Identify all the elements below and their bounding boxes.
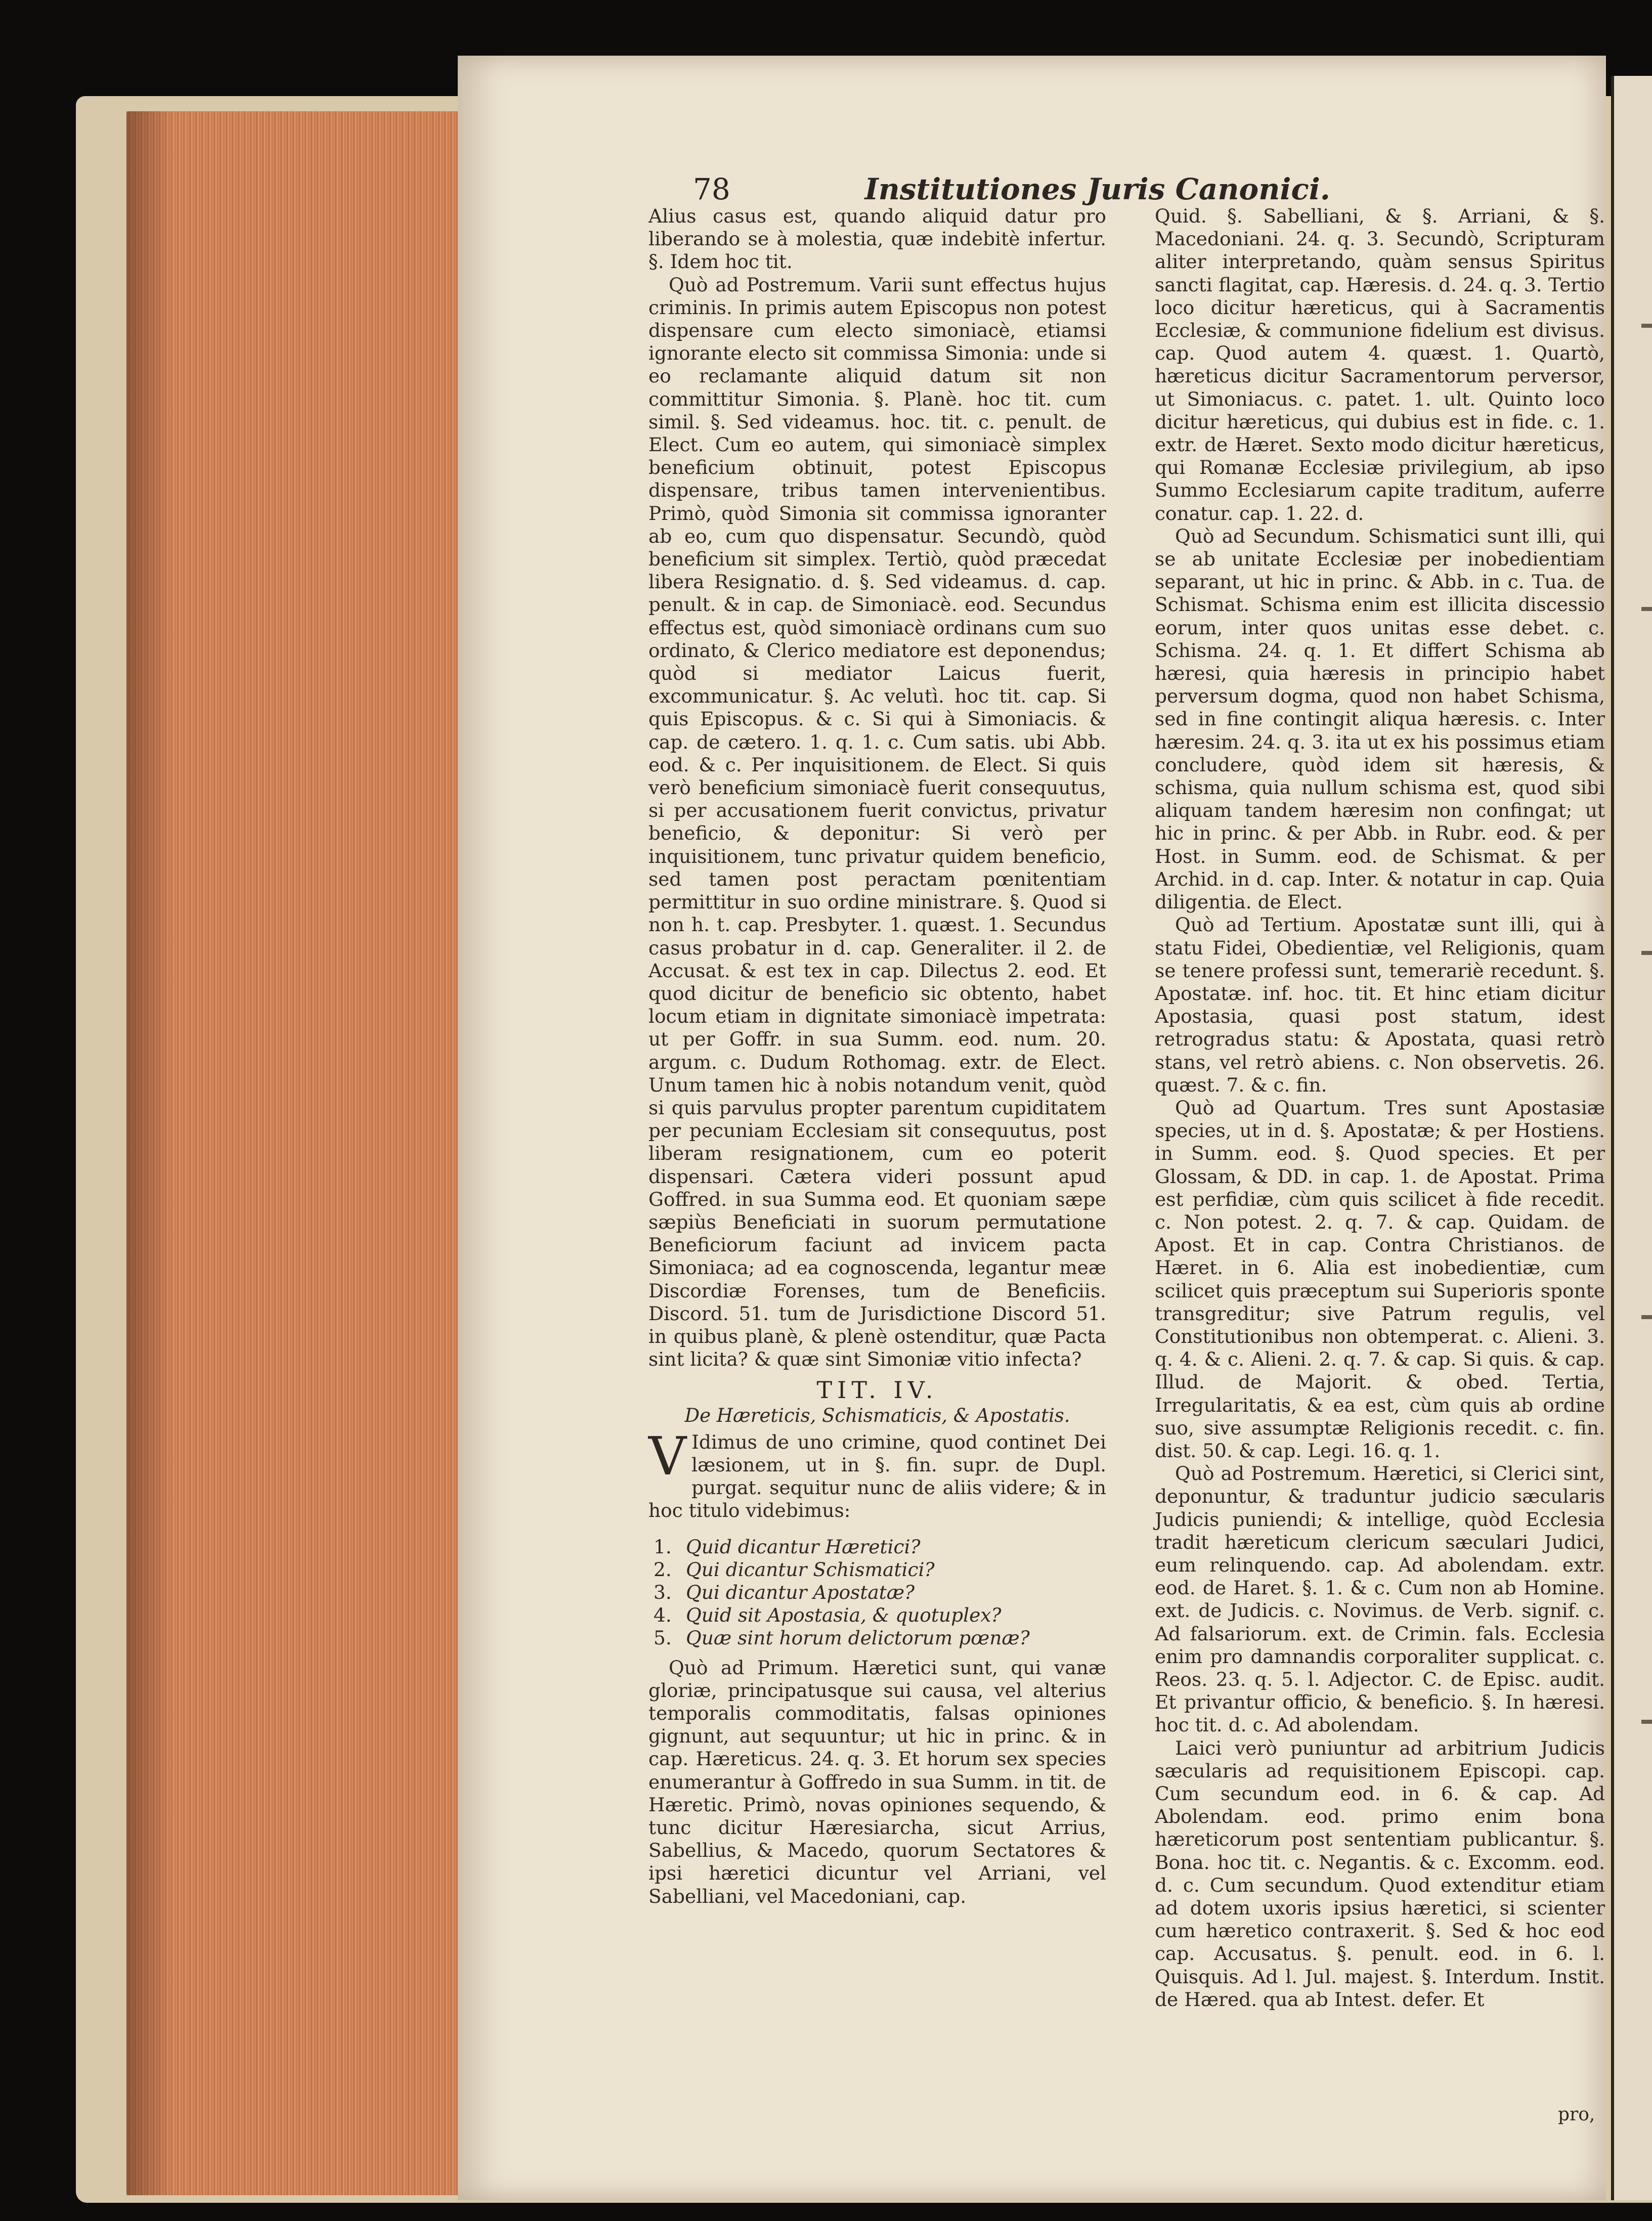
facing-page-ink [1641, 607, 1652, 611]
page-edges-shadow [126, 111, 172, 2195]
page-number: 78 [693, 172, 730, 206]
paragraph: Alius casus est, quando aliquid datur pro liberando se à molestia, quæ indebitè infertur. §. Idem hoc tit. [648, 205, 1106, 273]
paragraph: Quò ad Quartum. Tres sunt Apostasiæ species, ut in d. §. Apostatæ; & per Hostiens. in Summ. eod. §. Quod species. Et per Glossam, & DD. in cap. 1. de Apostat. Prima est perfidiæ, cùm quis scilicet à fide recedit. c. Non potest. 2. q. 7. & cap. Quidam. de Apost. Et in cap. Contra Christianos. de Hæret. in 6. Alia est inobedientiæ, cum scilicet quis præceptum sui Superioris sponte transgreditur; sive Patrum regulis, vel Constitutionibus non obtemperat. c. Alieni. 3. q. 4. & c. Alieni. 2. q. 7. & cap. Si quis. & cap. Illud. de Majorit. & obed. Tertia, Irregularitatis, & ea est, cùm quis ab ordine suo, sive assumptæ Religionis recedit. c. fin. dist. 50. & cap. Legi. 16. q. 1. [1155, 1096, 1605, 1462]
paragraph: Laici verò puniuntur ad arbitrium Judicis sæcularis ad requisitionem Episcopi. cap. Cum secundum eod. in 6. & cap. Ad Abolendam. eod. primo enim bona hæreticorum post sententiam publicantur. §. Bona. hoc tit. c. Negantis. & c. Excomm. eod. d. c. Cum secundum. Quod extenditur etiam ad dotem uxoris ipsius hæretici, si scienter cum hæretico contraxerit. §. Sed & hoc eod cap. Accusatus. §. penult. eod. in 6. l. Quisquis. Ad l. Jul. majest. §. Interdum. Instit. de Hæred. qua ab Intest. defer. Et [1155, 1736, 1605, 2011]
paragraph: Quò ad Postremum. Varii sunt effectus hujus criminis. In primis autem Episcopus non potest dispensare cum electo simoniacè, etiamsi ignorante electo sit commissa Simonia: unde si eo reclamante aliquid datum sit non committitur Simonia. §. Planè. hoc tit. cum simil. §. Sed videamus. hoc. tit. c. penult. de Elect. Cum eo autem, qui simoniacè simplex beneficium obtinuit, potest Episcopus dispensare, tribus tamen intervenientibus. Primò, quòd Simonia sit commissa ignoranter ab eo, cum quo dispensatur. Secundò, quòd beneficium sit simplex. Tertiò, quòd præcedat libera Resignatio. d. §. Sed videamus. d. cap. penult. & in cap. de Simoniacè. eod. Secundus effectus est, quòd simoniacè ordinans cum suo ordinato, & Clerico mediatore est deponendus; quòd si mediator Laicus fuerit, excommunicatur. §. Ac velutì. hoc tit. cap. Si quis Episcopus. & c. Si qui à Simoniacis. & cap. de cætero. 1. q. 1. c. Cum satis. ubi Abb. eod. & c. Per inquisitionem. de Elect. Si quis verò beneficium simoniacè fuerit consequutus, si per accusationem fuerit convictus, privatur beneficio, & deponitur: Si verò per inquisitionem, tunc privatur quidem beneficio, sed tamen post peractam pœnitentiam permittitur in suo ordine ministrare. §. Quod si non h. t. cap. Presbyter. 1. quæst. 1. Secundus casus probatur in d. cap. Generaliter. il 2. de Accusat. & est tex in cap. Dilectus 2. eod. Et quod dicitur de beneficio sic obtento, habet locum etiam in dignitate simoniacè impetrata: ut per Goffr. in sua Summ. eod. num. 20. argum. c. Dudum Rothomag. extr. de Elect. Unum tamen hic à nobis notandum venit, quòd si quis parvulus propter parentum cupiditatem per pecuniam Ecclesiam sit consequutus, post liberam resignationem, cum eo poterit dispensari. Cætera videri possunt apud Goffred. in sua Summa eod. Et quoniam sæpe sæpiùs Beneficiati in suorum permutatione Beneficiorum faciunt ad invicem pacta Simoniaca; ad ea cognoscenda, legantur meæ Discordiæ Forenses, tum de Beneficiis. Discord. 51. tum de Jurisdictione Discord 51. in quibus planè, & plenè ostenditur, quæ Pacta sint licita? & quæ sint Simoniæ vitio infecta? [648, 273, 1106, 1371]
section-subtitle: De Hæreticis, Schismaticis, & Apostatis. [684, 1404, 1070, 1426]
page-edges [126, 111, 460, 2195]
paragraph: Quò ad Secundum. Schismatici sunt illi, qui se ab unitate Ecclesiæ per inobedientiam separant, ut hic in princ. & Abb. in c. Tua. de Schismat. Schisma enim est illicita discessio eorum, inter quos unitas esse debet. c. Schisma. 24. q. 1. Et differt Schisma ab hæresi, quia hæresis in principio habet perversum dogma, quod non habet Schisma, sed in fine contingit aliqua hæresis. c. Inter hæresim. 24. q. 3. ita ut ex his possimus etiam concludere, quòd idem sit hæresis, & schisma, quia nullum schisma est, quod sibi aliquam tandem hæresim non confingat; ut hic in princ. & per Abb. in Rubr. eod. & per Host. in Summ. eod. de Schismat. & per Archid. in d. cap. Inter. & notatur in cap. Quia diligentia. de Elect. [1155, 525, 1605, 913]
facing-page-edge [1611, 76, 1652, 2200]
facing-page-ink [1641, 1720, 1652, 1724]
facing-page-ink [1641, 951, 1652, 955]
question-list [654, 1536, 1106, 1649]
intro-text: Idimus de uno crimine, quod continet Dei læsionem, ut in §. fin. supr. de Dupl. purgat. sequitur nunc de aliis videre; & in hoc titulo videbimus: [648, 1430, 1106, 1522]
paragraph: Quid. §. Sabelliani, & §. Arriani, & §. Macedoniani. 24. q. 3. Secundò, Scripturam aliter interpretando, quàm sensus Spiritus sancti flagitat, cap. Hæresis. d. 24. q. 3. Tertio loco dicitur hæreticus, qui à Sacramentis Ecclesiæ, & communione fidelium est divisus. cap. Quod autem 4. quæst. 1. Quartò, hæreticus dicitur Sacramentorum perversor, ut Simoniacus. c. patet. 1. ult. Quinto loco dicitur hæreticus, qui dubius est in fide. c. 1. extr. de Hæret. Sexto modo dicitur hæreticus, qui Romanæ Ecclesiæ privilegium, ab ipso Summo Ecclesiarum capite traditum, auferre conatur. cap. 1. 22. d. [1155, 205, 1605, 525]
paragraph: Quò ad Primum. Hæretici sunt, qui vanæ gloriæ, principatusque sui causa, vel alterius temporalis commoditatis, falsas opiniones gignunt, aut sequuntur; ut hic in princ. & in cap. Hæreticus. 24. q. 3. Et horum sex species enumerantur à Goffredo in sua Summ. in tit. de Hæretic. Primò, novas opiniones sequendo, & tunc dicitur Hæresiarcha, sicut Arrius, Sabellius, & Macedo, quorum Sectatores & ipsi hæretici dicuntur vel Arriani, vel Sabelliani, vel Macedoniani, cap. [648, 1656, 1106, 1907]
list-item: 3. Qui dicantur Apostatæ? [654, 1581, 915, 1603]
facing-page-ink [1641, 1315, 1652, 1319]
intro-paragraph [648, 1425, 1106, 1522]
section-title: TIT. IV. [816, 1376, 938, 1404]
list-item: 4. Quid sit Apostasia, & quotuplex? [654, 1603, 1002, 1626]
catchword: pro, [1558, 2104, 1595, 2125]
paragraph: Quò ad Postremum. Hæretici, si Clerici sint, deponuntur, & traduntur judicio sæcularis Judicis puniendi; & intellige, quòd Ecclesia tradit hæreticum clericum sæculari Judici, eum relinquendo. cap. Ad abolendam. extr. eod. de Haret. §. 1. & c. Cum non ab Homine. ext. de Judicis. c. Novimus. de Verb. signif. c. Ad falsariorum. ext. de Crimin. fals. Ecclesia enim pro damnandis corporaliter supplicat. c. Reos. 23. q. 5. l. Adjector. C. de Episc. audit. Et privantur officio, & beneficio. §. In hæresi. hoc tit. d. c. Ad abolendam. [1155, 1462, 1605, 1736]
right-column [1155, 205, 1605, 2011]
list-item: 5. Quæ sint horum delictorum pœnæ? [654, 1626, 1030, 1649]
facing-page-ink [1641, 324, 1652, 328]
paragraph: Quò ad Tertium. Apostatæ sunt illi, qui à statu Fidei, Obedientiæ, vel Religionis, quam se tenere professi sunt, temerariè recedunt. §. Apostatæ. inf. hoc. tit. Et hinc etiam dicitur Apostasia, quasi post statum, idest retrogradus statu: & Apostata, quasi retrò stans, vel retrò abiens. c. Non observetis. 26. quæst. 7. & c. fin. [1155, 913, 1605, 1096]
list-item: 2. Qui dicantur Schismatici? [654, 1558, 935, 1581]
list-item: 1. Quid dicantur Hæretici? [654, 1535, 921, 1558]
running-title: Institutiones Juris Canonici. [864, 172, 1330, 206]
drop-cap: V [648, 1425, 687, 1487]
left-column [648, 205, 1106, 1908]
